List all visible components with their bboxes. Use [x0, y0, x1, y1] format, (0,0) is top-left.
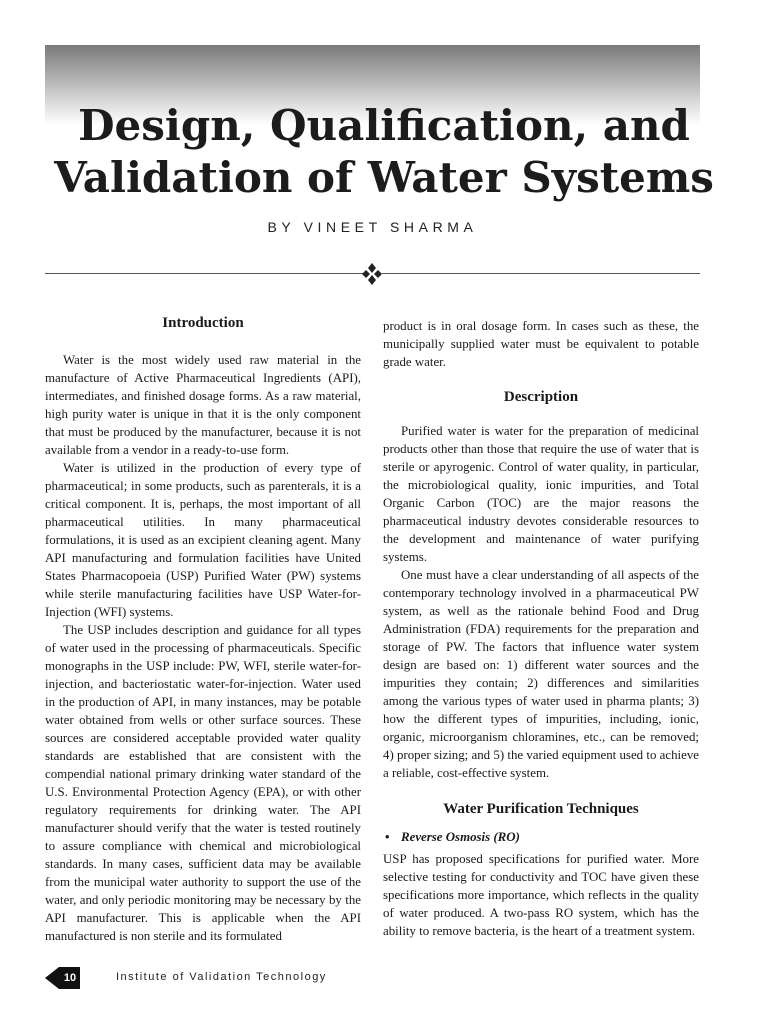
publisher-name: Institute of Validation Technology	[116, 971, 327, 983]
divider-left	[45, 273, 363, 274]
right-column	[383, 317, 699, 940]
page-number: 10	[63, 972, 77, 984]
intro-paragraph-3: The USP includes description and guidance for all types of water used in the processing of pharmaceuticals. Specific monographs in the USP include: PW, WFI, sterile water-for-injection, and bacteriostatic water-for-injection. Water used in the production of API, in many instances, may be potable water obtained from wells or other surface sources. These sources are considered acceptable provided water quality standards are established that are consistent with the compendial national primary drinking water standard of the U.S. Environmental Protection Agency (EPA), or with other regulatory requirements for drinking water. The API manufacturer should verify that the water is tested routinely to assure compliance with chemical and microbiological standards. In many cases, sufficient data may be available from the municipal water authority to support the use of the water, and only periodic monitoring may be necessary by the API manufacturer. This is applicable when the API manufactured is non sterile and its formulated	[45, 623, 361, 943]
title-line-2: Validation of Water Systems	[54, 153, 714, 202]
bullet-body-text: USP has proposed specifications for purified water. More selective testing for conductivity and TOC have given these specifications more importance, which reflects in the quality of water produced. A two-pass RO system, which has the ability to remove bacteria, is the heart of a treatment system.	[383, 852, 699, 938]
bullet-title: Reverse Osmosis (RO)	[401, 830, 520, 844]
bullet-dot-icon: •	[385, 830, 390, 844]
description-heading: Description	[503, 389, 579, 405]
diamond-ornament-icon	[360, 262, 384, 286]
description-paragraph-1: Purified water is water for the preparation of medicinal products other than those that require the use of water that is sterile or apyrogenic. Control of water quality, in particular, the microbiological quality, ionic impurities, and Total Organic Carbon (TOC) are the major reasons the pharmaceutical industry devotes considerable resources to the development and maintenance of water purifying systems.	[383, 424, 699, 564]
description-paragraph-2: One must have a clear understanding of all aspects of the contemporary technology involved in a pharmaceutical PW system, as well as the rationale behind Food and Drug Administration (FDA) requirements for the preparation and storage of PW. The factors that influence water system design are based on: 1) different water sources and the impurities they contain; 2) differences and similarities among the various types of water used in pharma plants; 3) how the different types of impurities, including, ionic, organic, microorganism chloramines, etc., can be removed; 4) proper sizing; and 5) the varied equipment used to achieve a reliable, cost-effective system.	[383, 568, 699, 780]
intro-paragraph-1: Water is the most widely used raw material in the manufacture of Active Pharmaceutical Ingredients (API), intermediates, and finished dosage forms. As a raw material, high purity water is unique in that it is the only component that must be produced by the manufacturer, because it is not available from a vendor in a ready-to-use form.	[45, 353, 361, 457]
continuation-paragraph: product is in oral dosage form. In cases such as these, the municipally supplied water must be equivalent to potable grade water.	[383, 319, 699, 369]
author-byline: BY VINEET SHARMA	[267, 219, 478, 235]
title-line-1: Design, Qualification, and	[78, 101, 690, 150]
divider-right	[382, 273, 700, 274]
bullet-reverse-osmosis	[383, 828, 699, 846]
introduction-heading: Introduction	[162, 315, 244, 331]
intro-paragraph-2: Water is utilized in the production of every type of pharmaceutical; in some products, such as parenterals, it is a critical component. It is, perhaps, the most important of all pharmaceutical utilities. In many pharmaceutical formulations, it is used as an excipient cleaning agent. Many API manufacturing and formulation facilities have United States Pharmacopoeia (USP) Purified Water (PW) systems while sterile manufacturing facilities have USP Water-for-Injection (WFI) systems.	[45, 461, 361, 619]
techniques-heading: Water Purification Techniques	[443, 801, 639, 817]
article-title	[30, 100, 738, 204]
left-column	[45, 312, 361, 945]
